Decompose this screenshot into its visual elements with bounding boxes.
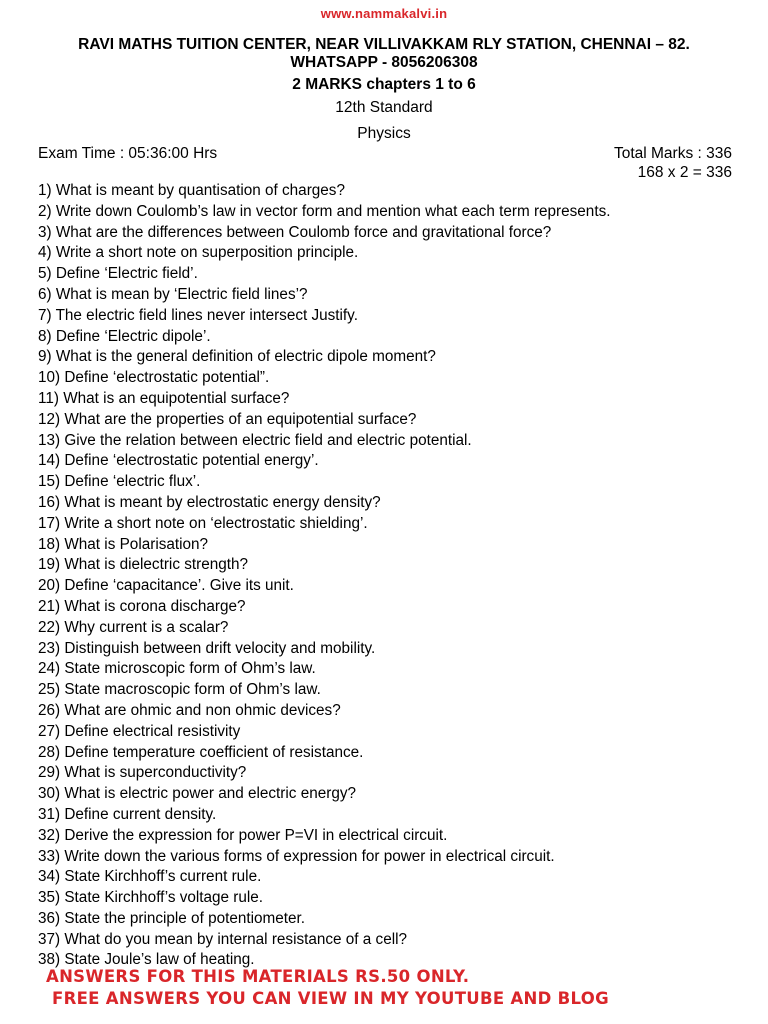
question-item: 22) Why current is a scalar? (38, 618, 229, 636)
question-list (38, 181, 738, 971)
question-item: 3) What are the differences between Coulomb force and gravitational force? (38, 223, 552, 241)
question-item: 9) What is the general definition of electric dipole moment? (38, 348, 436, 366)
free-answers-banner: FREE ANSWERS YOU CAN VIEW IN MY YOUTUBE AND BLOG (52, 989, 609, 1008)
question-item: 12) What are the properties of an equipotential surface? (38, 410, 417, 428)
question-item: 38) State Joule’s law of heating. (38, 951, 255, 969)
question-item: 10) Define ‘electrostatic potential”. (38, 369, 270, 387)
question-item: 26) What are ohmic and non ohmic devices? (38, 701, 341, 719)
question-item: 7) The electric field lines never intersect Justify. (38, 306, 358, 324)
question-item: 6) What is mean by ‘Electric field lines’? (38, 285, 308, 303)
question-item: 30) What is electric power and electric energy? (38, 785, 356, 803)
question-item: 16) What is meant by electrostatic energy density? (38, 493, 381, 511)
question-item: 13) Give the relation between electric field and electric potential. (38, 431, 472, 449)
question-item: 18) What is Polarisation? (38, 535, 209, 553)
site-url-link[interactable]: www.nammakalvi.in (320, 6, 448, 21)
question-item: 29) What is superconductivity? (38, 764, 247, 782)
question-item: 1) What is meant by quantisation of charges? (38, 182, 345, 199)
question-item: 21) What is corona discharge? (38, 597, 246, 615)
question-item: 27) Define electrical resistivity (38, 722, 241, 740)
question-item: 20) Define ‘capacitance’. Give its unit. (38, 577, 294, 595)
question-item: 37) What do you mean by internal resistance of a cell? (38, 930, 408, 948)
question-item: 17) Write a short note on ‘electrostatic shielding’. (38, 514, 368, 532)
question-item: 31) Define current density. (38, 805, 217, 823)
question-item: 4) Write a short note on superposition principle. (38, 244, 359, 262)
question-item: 24) State microscopic form of Ohm’s law. (38, 660, 316, 678)
standard-label: 12th Standard (335, 99, 433, 116)
question-item: 11) What is an equipotential surface? (38, 389, 290, 407)
total-marks: Total Marks : 336 (613, 145, 732, 162)
question-item: 15) Define ‘electric flux’. (38, 473, 201, 491)
question-item: 14) Define ‘electrostatic potential energy’. (38, 452, 319, 470)
question-item: 23) Distinguish between drift velocity and mobility. (38, 639, 376, 657)
question-item: 8) Define ‘Electric dipole’. (38, 327, 211, 345)
whatsapp-number: WHATSAPP - 8056206308 (290, 54, 478, 71)
question-item: 28) Define temperature coefficient of resistance. (38, 743, 364, 761)
marks-calculation: 168 x 2 = 336 (637, 164, 732, 181)
question-item: 35) State Kirchhoff’s voltage rule. (38, 889, 264, 907)
question-item: 34) State Kirchhoff’s current rule. (38, 868, 262, 886)
exam-time: Exam Time : 05:36:00 Hrs (38, 145, 218, 162)
question-item: 33) Write down the various forms of expression for power in electrical circuit. (38, 847, 555, 865)
question-item: 19) What is dielectric strength? (38, 556, 248, 574)
question-item: 25) State macroscopic form of Ohm’s law. (38, 681, 321, 699)
marks-chapters-heading: 2 MARKS chapters 1 to 6 (292, 76, 476, 93)
question-item: 36) State the principle of potentiometer. (38, 909, 306, 927)
subject-label: Physics (357, 125, 411, 142)
answers-price-banner: ANSWERS FOR THIS MATERIALS RS.50 ONLY. (46, 967, 470, 986)
question-item: 32) Derive the expression for power P=VI in electrical circuit. (38, 826, 448, 844)
tuition-center-title: RAVI MATHS TUITION CENTER, NEAR VILLIVAKKAM RLY STATION, CHENNAI – 82. (78, 36, 690, 53)
question-item: 5) Define ‘Electric field’. (38, 265, 198, 283)
question-item: 2) Write down Coulomb’s law in vector form and mention what each term represents. (38, 202, 611, 220)
